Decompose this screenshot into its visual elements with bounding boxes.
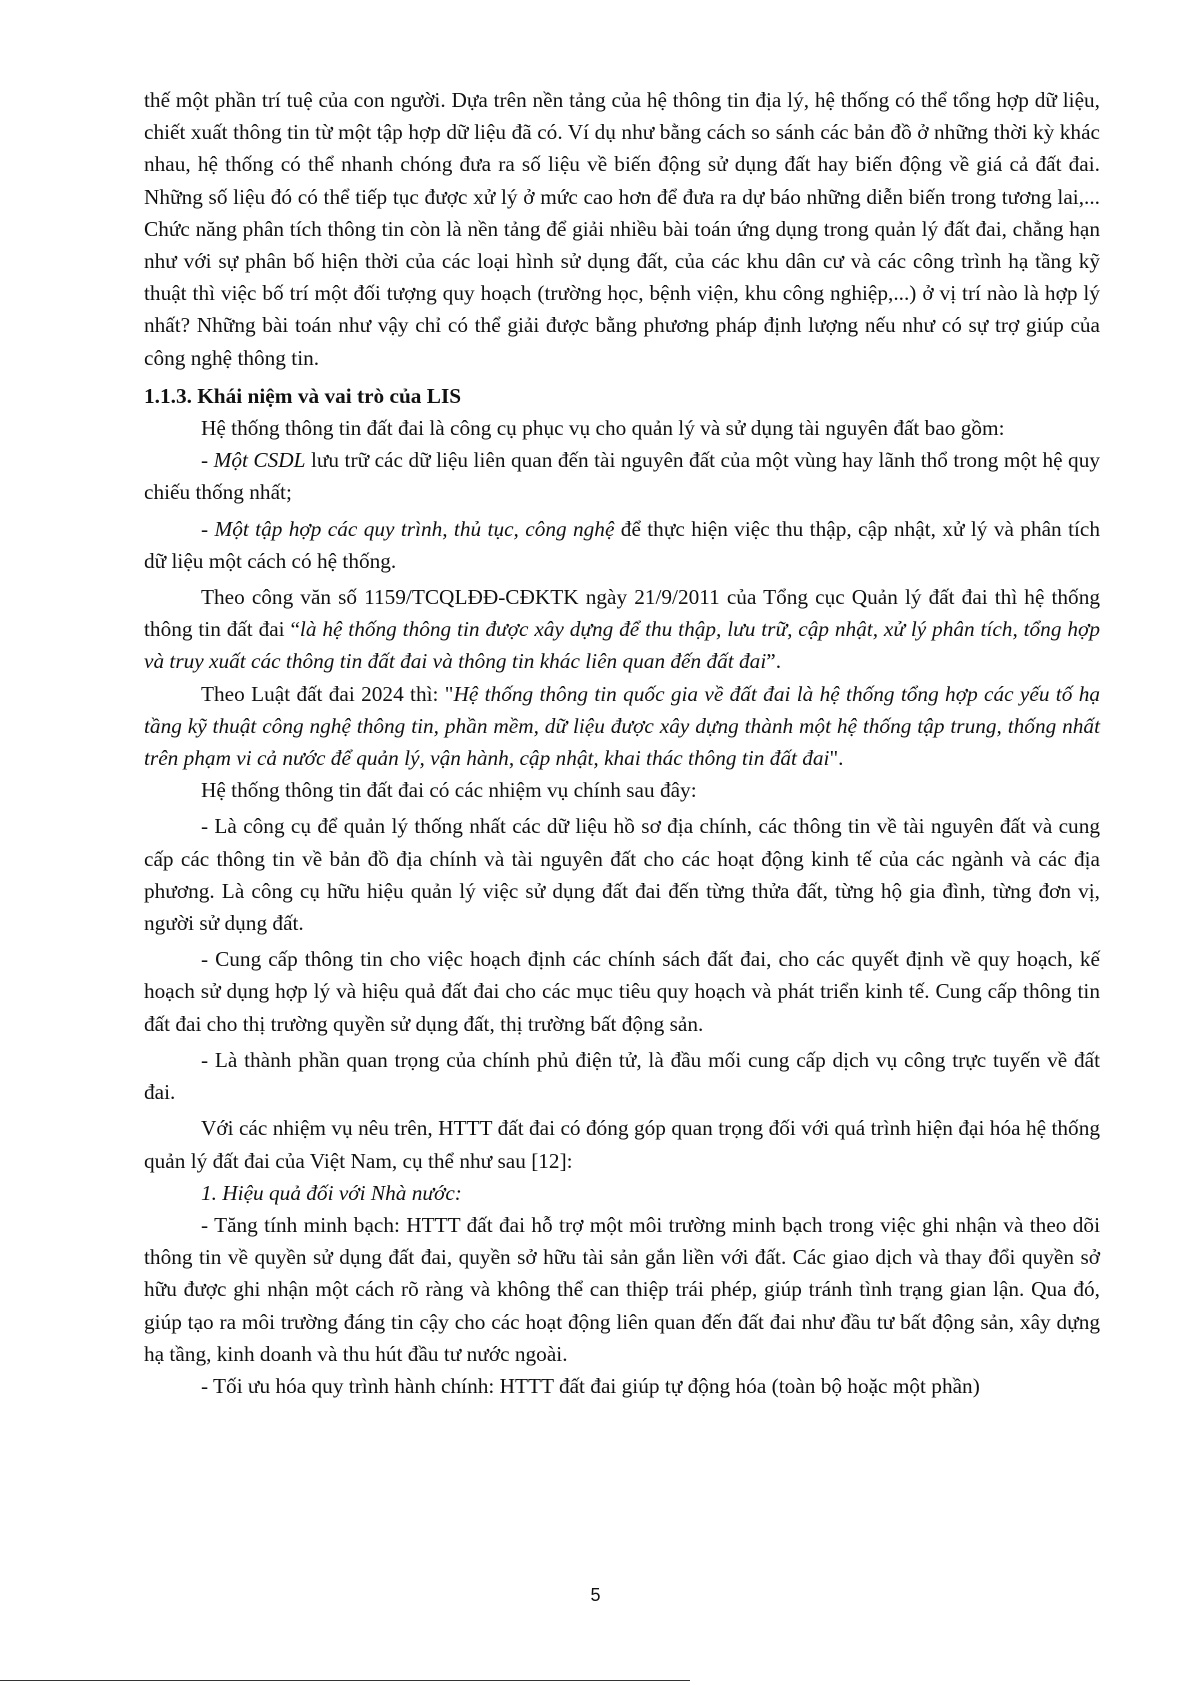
task-item-egovernment: - Là thành phần quan trọng của chính phủ điện tử, là đầu mối cung cấp dịch vụ công trực tuyến về đất đai. — [144, 1047, 1100, 1105]
paragraph-contribution: Với các nhiệm vụ nêu trên, HTTT đất đai có đóng góp quan trọng đối với quá trình hiện đại hóa hệ thống quản lý đất đai của Việt Nam, cụ thể như sau [12]: — [144, 1116, 1100, 1173]
bullet-procedures — [144, 513, 1100, 577]
task-item-policy: - Cung cấp thông tin cho việc hoạch định các chính sách đất đai, cho các quyết định về quy hoạch, kế hoạch sử dụng hợp lý và hiệu quả đất đai cho các mục tiêu quy hoạch và phát triển kinh tế. Cung cấp thông tin đất đai cho thị trường quyền sử dụng đất, thị trường bất động sản. — [144, 947, 1100, 1036]
subheading-state-efficiency — [144, 1177, 1100, 1209]
quote-close: ". — [829, 746, 844, 771]
page-number: 5 — [590, 1585, 601, 1605]
effect-item-admin: - Tối ưu hóa quy trình hành chính: HTTT đất đai giúp tự động hóa (toàn bộ hoặc một phần) — [201, 1373, 980, 1398]
paragraph-definition: Hệ thống thông tin đất đai là công cụ phục vụ cho quản lý và sử dụng tài nguyên đất bao gồm: — [201, 416, 1005, 441]
bullet-italic-term: Một CSDL — [213, 448, 306, 473]
subheading-text: 1. Hiệu quả đối với Nhà nước: — [201, 1180, 462, 1205]
effect-item-transparency: - Tăng tính minh bạch: HTTT đất đai hỗ trợ một môi trường minh bạch trong việc ghi nhận và theo dõi thông tin về quyền sử dụng đất đai, quyền sở hữu tài sản gắn liền với đất. Các giao dịch và thay đổi quyền sở hữu được ghi nhận một cách rõ ràng và không thể can thiệp trái phép, giúp tránh tình trạng gian lận. Qua đó, giúp tạo ra môi trường đáng tin cậy cho các hoạt động liên quan đến đất đai như đầu tư bất động sản, xây dựng hạ tầng, kinh doanh và thu hút đầu tư nước ngoài. — [144, 1212, 1100, 1366]
document-page — [144, 84, 1100, 1402]
bullet-text: để thực hiện việc thu thập, cập nhật, xử lý và phân tích dữ liệu một cách có hệ thống. — [144, 516, 1101, 573]
bullet-italic-term: Một tập hợp các quy trình, thủ tục, công nghệ — [214, 516, 615, 541]
paragraph-land-law — [144, 678, 1100, 775]
quote-lead: Theo công văn số 1159/TCQLĐĐ-CĐKTK ngày 21/9/2011 của Tổng cục Quản lý đất đai thì hệ thống thông tin đất đai “ — [144, 585, 1100, 642]
quote-lead: Theo Luật đất đai 2024 thì: " — [201, 681, 454, 706]
bullet-prefix: - — [201, 448, 214, 473]
bullet-text: lưu trữ các dữ liệu liên quan đến tài nguyên đất của một vùng hay lãnh thổ trong một hệ quy chiếu thống nhất; — [144, 448, 1100, 505]
bullet-prefix: - — [201, 516, 215, 541]
paragraph-official-letter — [144, 581, 1100, 678]
paragraph-tasks-intro: Hệ thống thông tin đất đai có các nhiệm vụ chính sau đây: — [201, 778, 697, 803]
quote-italic: là hệ thống thông tin được xây dựng để thu thập, lưu trữ, cập nhật, xử lý phân tích, tổng hợp và truy xuất các thông tin đất đai và thông tin khác liên quan đến đất đai — [144, 617, 1101, 674]
footer-divider — [0, 1680, 690, 1681]
section-heading: 1.1.3. Khái niệm và vai trò của LIS — [144, 383, 462, 408]
quote-italic: Hệ thống thông tin quốc gia về đất đai là hệ thống tổng hợp các yếu tố hạ tầng kỹ thuật công nghệ thông tin, phần mềm, dữ liệu được xây dựng thành một hệ thống tập trung, thống nhất trên phạm vi cả nước để quản lý, vận hành, cập nhật, khai thác thông tin đất đai — [144, 681, 1100, 771]
bullet-database — [144, 444, 1100, 508]
paragraph-intro: thế một phần trí tuệ của con người. Dựa trên nền tảng của hệ thông tin địa lý, hệ thống có thể tổng hợp dữ liệu, chiết xuất thông tin từ một tập hợp dữ liệu đã có. Ví dụ như bằng cách so sánh các bản đồ ở những thời kỳ khác nhau, hệ thống có thể nhanh chóng đưa ra số liệu về biến động sử dụng đất hay biến động về giá cả đất đai. Những số liệu đó có thể tiếp tục được xử lý ở mức cao hơn để đưa ra dự báo những diễn biến trong tương lai,... Chức năng phân tích thông tin còn là nền tảng để giải nhiều bài toán ứng dụng trong quản lý đất đai, chẳng hạn như với sự phân bố hiện thời của các loại hình sử dụng đất, của các khu dân cư và các công trình hạ tầng kỹ thuật thì việc bố trí một đối tượng quy hoạch (trường học, bệnh viện, khu công nghiệp,...) ở vị trí nào là hợp lý nhất? Những bài toán như vậy chỉ có thể giải được bằng phương pháp định lượng nếu như có sự trợ giúp của công nghệ thông tin. — [144, 88, 1100, 370]
task-item-management: - Là công cụ để quản lý thống nhất các dữ liệu hồ sơ địa chính, các thông tin về tài nguyên đất và cung cấp các thông tin về bản đồ địa chính và tài nguyên đất cho các hoạt động kinh tế của các ngành và các địa phương. Là công cụ hữu hiệu quản lý việc sử dụng đất đai đến từng thửa đất, từng hộ gia đình, từng đơn vị, người sử dụng đất. — [144, 814, 1100, 936]
quote-close: ”. — [766, 649, 782, 674]
